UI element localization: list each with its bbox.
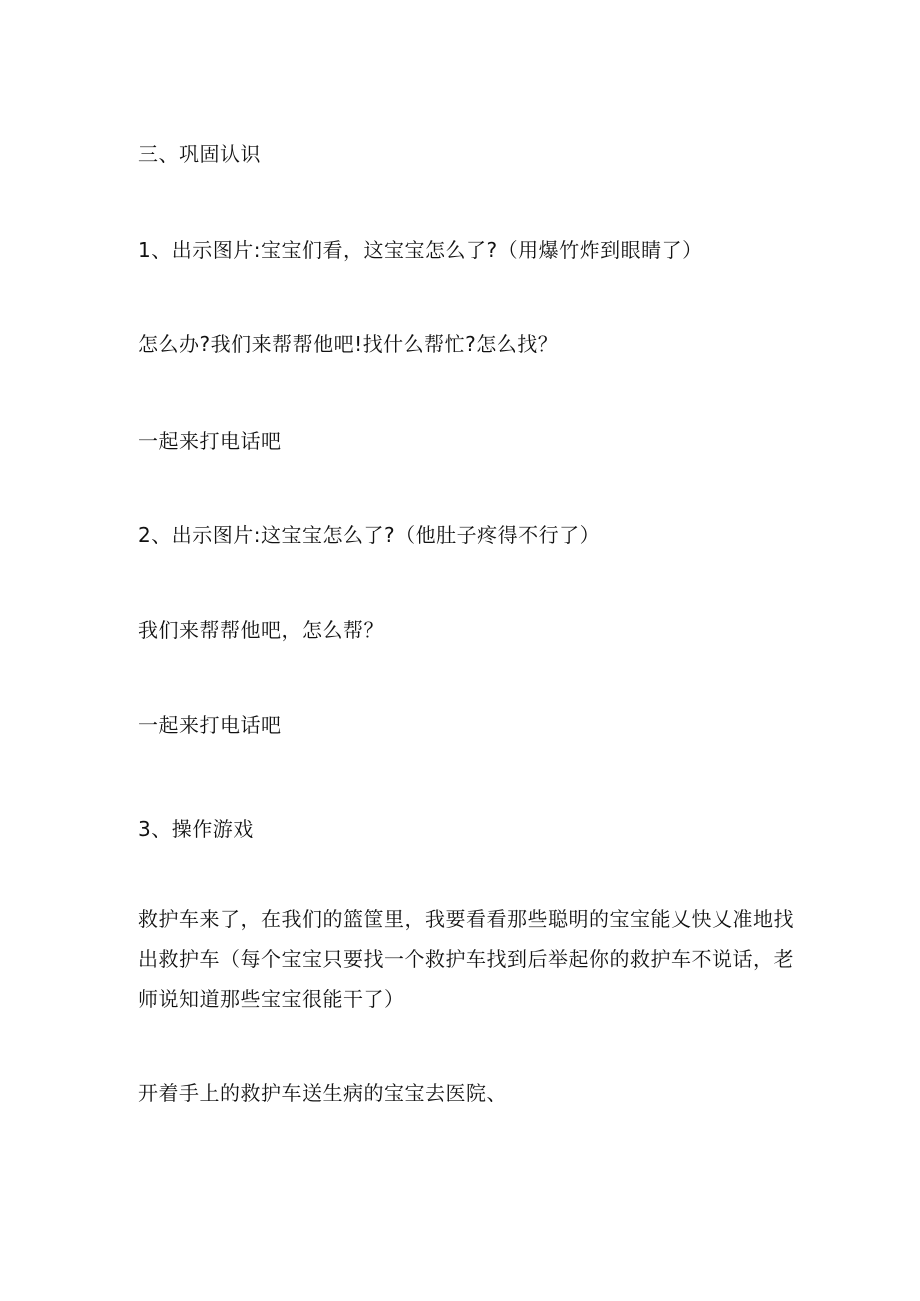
item-3-paragraph-line-1: 救护车来了，在我们的篮筐里，我要看看那些聪明的宝宝能乂快乂准地找 (138, 907, 794, 931)
item-2-question: 我们来帮帮他吧，怎么帮？ (138, 618, 384, 642)
item-2-answer: 一起来打电话吧 (138, 713, 282, 737)
item-3-paragraph (138, 899, 794, 1019)
item-3-paragraph-line-2: 出救护车（每个宝宝只要找一个救护车找到后举起你的救护车不说话，老 (138, 947, 794, 971)
item-1-question: 怎么办?我们来帮帮他吧!找什么帮忙?怎么找？ (138, 332, 559, 356)
item-3-last-line: 开着手上的救护车送生病的宝宝去医院、 (138, 1081, 507, 1105)
item-2-text: 2、出示图片:这宝宝怎么了?（他肚子疼得不行了） (138, 523, 601, 547)
item-3-heading: 3、操作游戏 (138, 817, 254, 841)
item-1-text: 1、出示图片:宝宝们看，这宝宝怎么了?（用爆竹炸到眼睛了） (138, 238, 703, 262)
item-3-paragraph-line-3: 师说知道那些宝宝很能干了） (138, 987, 405, 1011)
item-1-answer: 一起来打电话吧 (138, 429, 282, 453)
section-heading: 三、巩固认识 (138, 142, 261, 166)
